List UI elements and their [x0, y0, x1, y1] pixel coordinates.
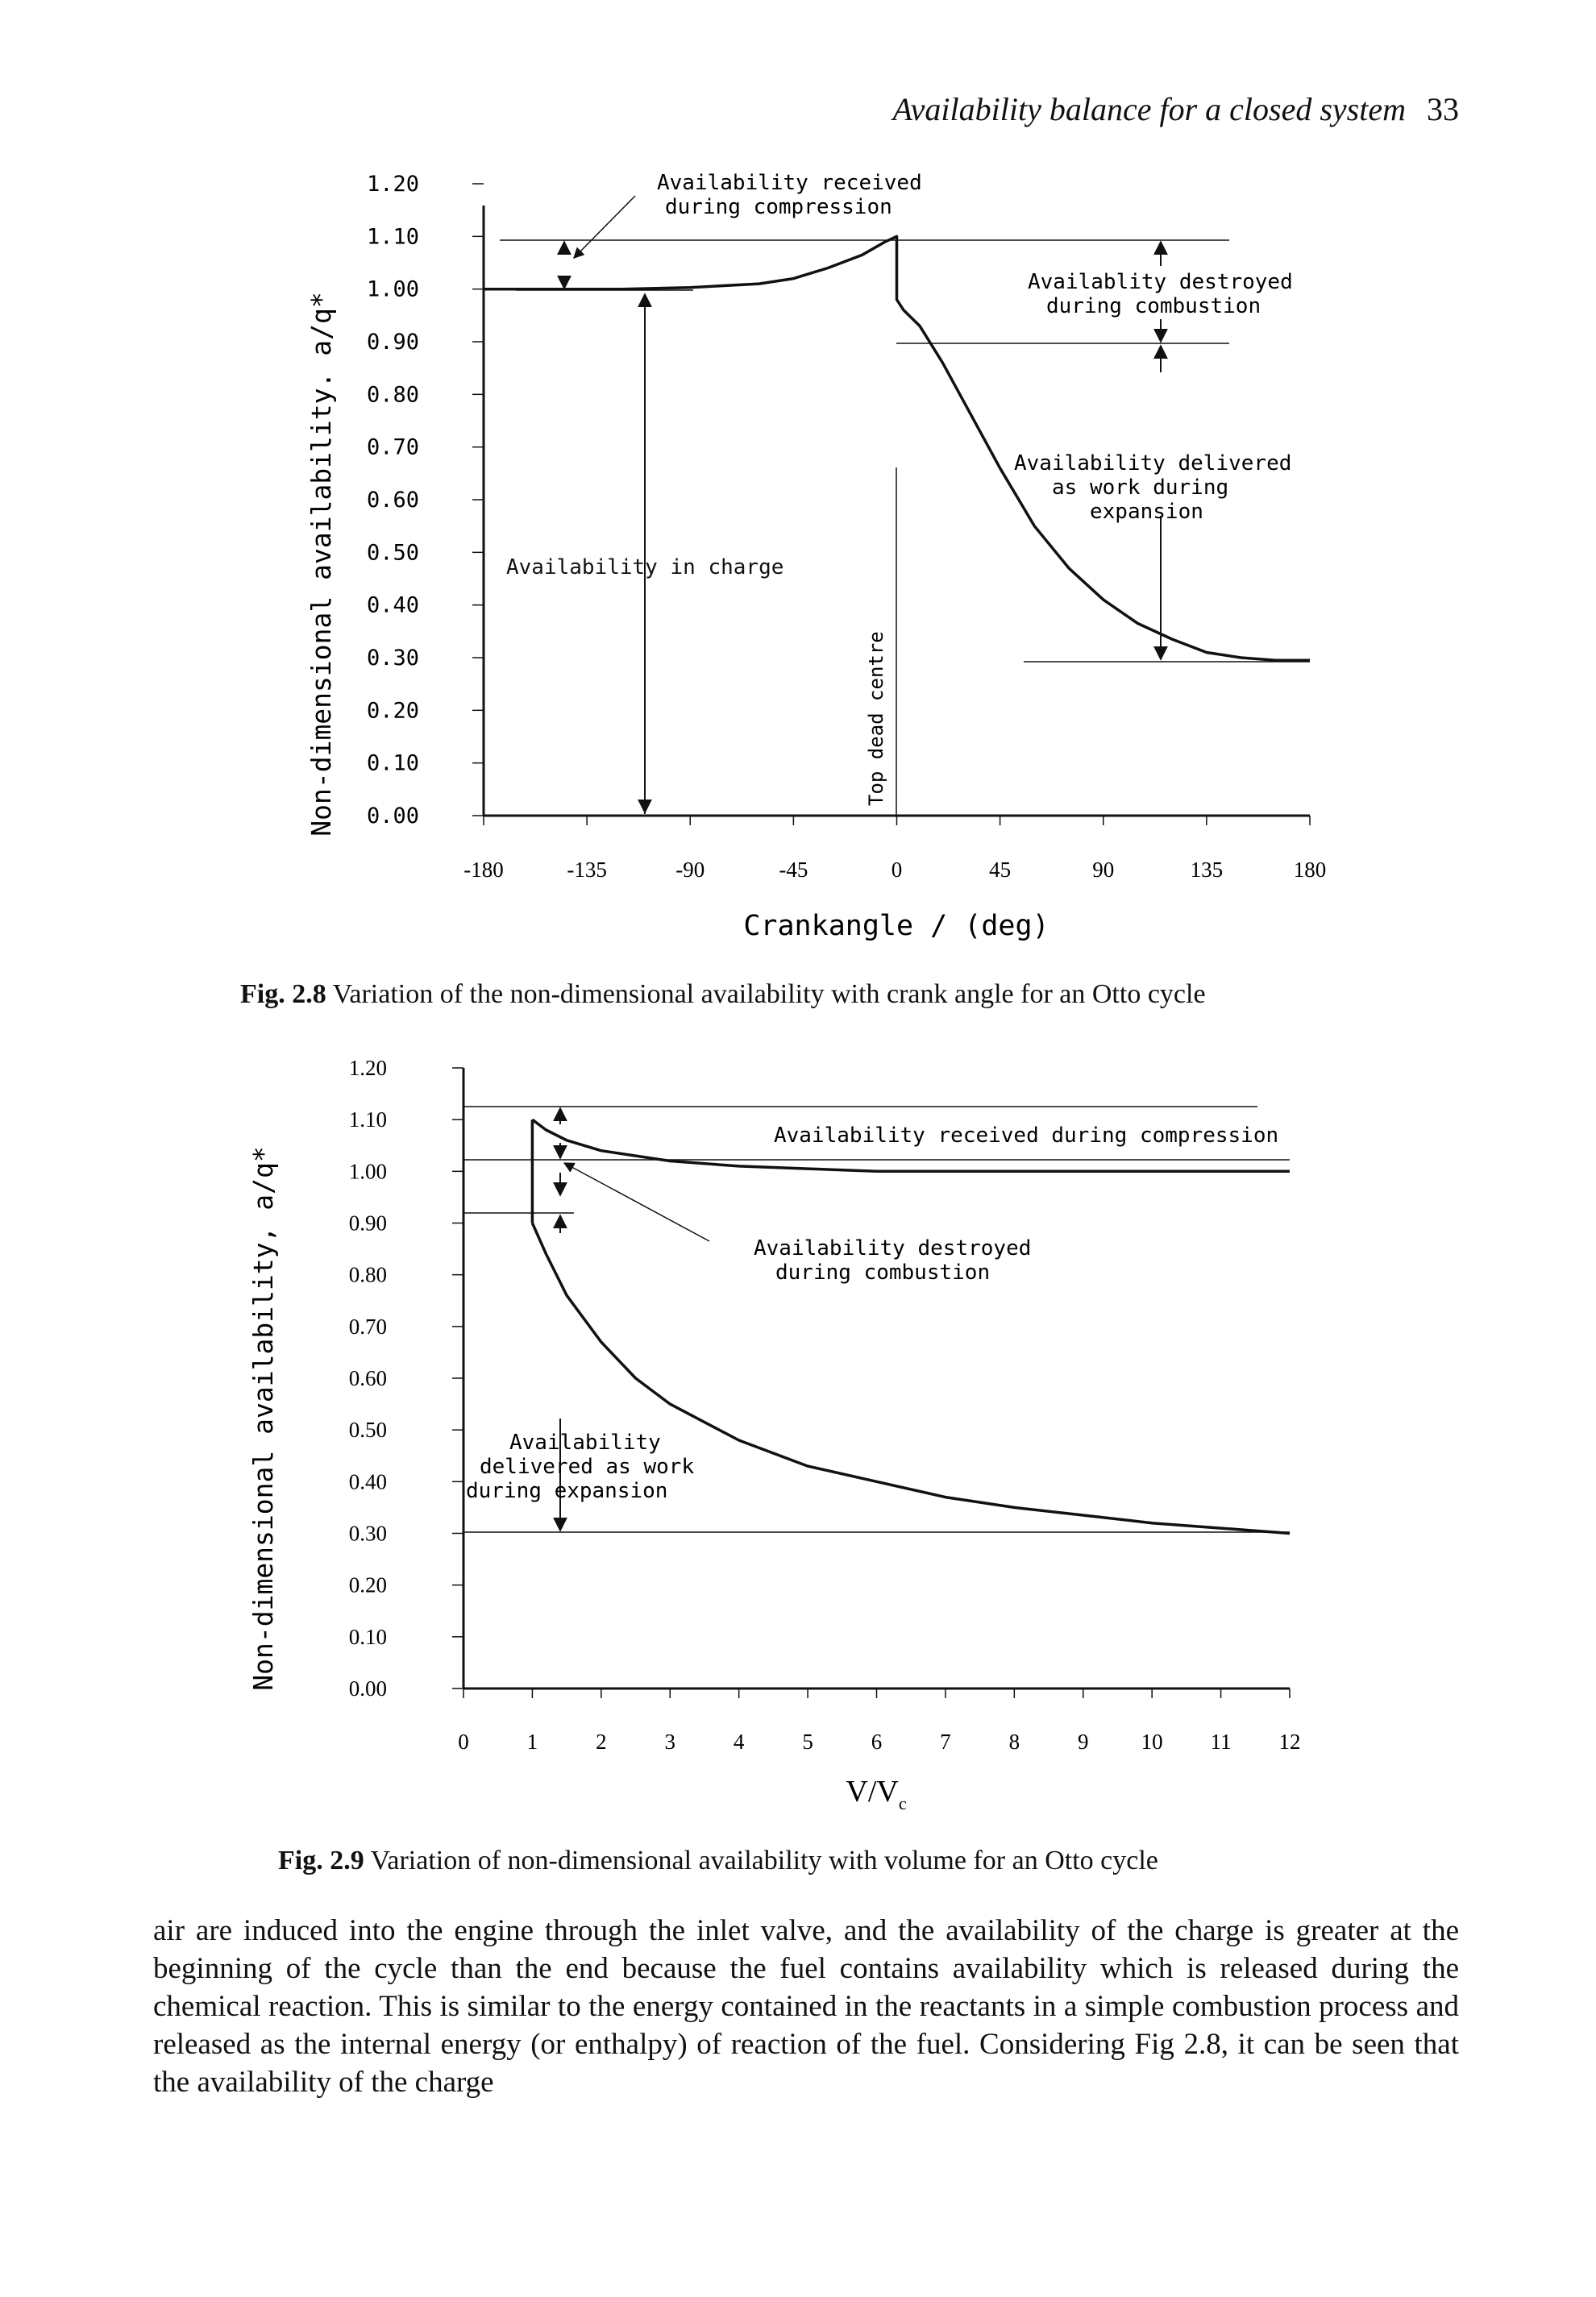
y-tick-label: 1.10 [348, 1107, 387, 1132]
running-header [814, 90, 1459, 128]
y-axis-label: Non-dimensional availability. a/q* [305, 292, 337, 837]
y-tick-label: 1.20 [348, 1056, 387, 1080]
x-tick-label: -45 [779, 858, 808, 882]
y-tick-label: 0.50 [366, 540, 419, 566]
x-tick-labels [458, 1730, 1300, 1754]
figure-2-9 [0, 1036, 1596, 1842]
figure-2-8 [0, 161, 1596, 951]
figure-2-8-caption [240, 979, 1206, 1010]
y-tick-labels [349, 1056, 387, 1701]
x-tick-label: 180 [1293, 858, 1327, 882]
page-number: 33 [1427, 91, 1459, 127]
y-tick-label: 0.10 [348, 1624, 387, 1649]
paragraph: air are induced into the engine through the inlet valve, and the availability of the charge is greater at the beginning of the cycle than the end because the fuel contains availability which is released during the chemical reaction. This is similar to the energy contained in the reactants in a simple combustion process and released as the internal energy (or enthalpy) of reaction of the fuel. Considering Fig 2.8, it can be seen that the availability of the charge [153, 1914, 1459, 2099]
y-tick-label: 1.20 [366, 172, 419, 197]
caption-text: Variation of the non-dimensional availability with crank angle for an Otto cycle [332, 979, 1206, 1009]
x-tick-label: 10 [1141, 1730, 1163, 1754]
x-tick-label: 45 [989, 858, 1012, 882]
x-tick-label: 0 [458, 1730, 469, 1754]
annotation-charge: Availability in charge [506, 555, 784, 579]
annotation-tdc: Top dead centre [865, 631, 887, 806]
figure-2-9-caption [278, 1846, 1158, 1876]
y-tick-label: 0.00 [348, 1676, 387, 1701]
x-tick-label: 11 [1210, 1730, 1232, 1754]
x-tick-label: -180 [463, 858, 504, 882]
x-tick-label: 1 [526, 1730, 538, 1754]
y-tick-label: 0.30 [348, 1521, 387, 1546]
y-tick-label: 0.40 [366, 592, 419, 618]
caption-label: Fig. 2.9 [278, 1846, 364, 1875]
y-tick-label: 0.90 [366, 330, 419, 355]
x-tick-label: 0 [891, 858, 903, 882]
x-tick-marks [484, 816, 1310, 825]
y-tick-label: 0.90 [348, 1211, 387, 1236]
x-tick-label: 90 [1092, 858, 1115, 882]
x-tick-label: 3 [664, 1730, 675, 1754]
x-tick-label: 2 [596, 1730, 607, 1754]
y-tick-label: 1.00 [366, 276, 419, 302]
x-tick-label: -135 [567, 858, 607, 882]
y-axis-label: Non-dimensional availability, a/q* [247, 1146, 279, 1691]
y-tick-label: 0.80 [348, 1262, 387, 1287]
x-tick-labels [463, 858, 1326, 882]
received-leader [574, 196, 635, 258]
y-tick-label: 1.10 [366, 224, 419, 250]
x-tick-marks [463, 1688, 1290, 1698]
y-tick-label: 0.20 [348, 1572, 387, 1597]
annotation-delivered: Availability delivered as work during expansion [466, 1431, 695, 1503]
destroyed-leader [564, 1163, 709, 1241]
y-tick-label: 1.00 [348, 1159, 387, 1184]
y-tick-label: 0.70 [348, 1314, 387, 1339]
x-tick-label: 6 [871, 1730, 883, 1754]
caption-text: Variation of non-dimensional availability with volume for an Otto cycle [370, 1846, 1158, 1875]
annotation-received: Availability received during compression [657, 171, 922, 219]
y-tick-label: 0.60 [366, 488, 419, 513]
y-tick-label: 0.00 [366, 804, 419, 829]
y-tick-marks [472, 184, 484, 816]
y-tick-label: 0.50 [348, 1418, 387, 1443]
x-axis-label: $V/V_c$ [846, 1775, 907, 1813]
caption-label: Fig. 2.8 [240, 979, 326, 1009]
x-tick-label: 4 [733, 1730, 745, 1754]
annotation-received: Availability received during compression [774, 1124, 1279, 1148]
y-tick-labels [367, 172, 419, 829]
y-tick-label: 0.30 [366, 646, 419, 671]
x-tick-label: 8 [1008, 1730, 1020, 1754]
y-tick-label: 0.20 [366, 698, 419, 724]
y-tick-marks [452, 1068, 463, 1688]
x-axis-label: Crankangle / (deg) [743, 910, 1049, 942]
x-tick-label: 5 [802, 1730, 813, 1754]
x-tick-label: 12 [1278, 1730, 1301, 1754]
annotation-destroyed: Availablity destroyed during combustion [1028, 270, 1293, 318]
x-tick-label: 9 [1078, 1730, 1089, 1754]
y-tick-label: 0.10 [366, 750, 419, 776]
x-tick-label: -90 [675, 858, 705, 882]
body-text [153, 1912, 1459, 2101]
y-tick-label: 0.80 [366, 382, 419, 408]
x-tick-label: 7 [940, 1730, 951, 1754]
y-tick-label: 0.70 [366, 434, 419, 460]
y-tick-label: 0.40 [348, 1469, 387, 1494]
header-title: Availability balance for a closed system [892, 91, 1406, 127]
x-tick-label: 135 [1190, 858, 1224, 882]
annotation-destroyed: Availability destroyed during combustion [754, 1236, 1032, 1285]
y-tick-label: 0.60 [348, 1366, 387, 1390]
annotation-delivered: Availability delivered as work during expansion [1014, 451, 1292, 524]
